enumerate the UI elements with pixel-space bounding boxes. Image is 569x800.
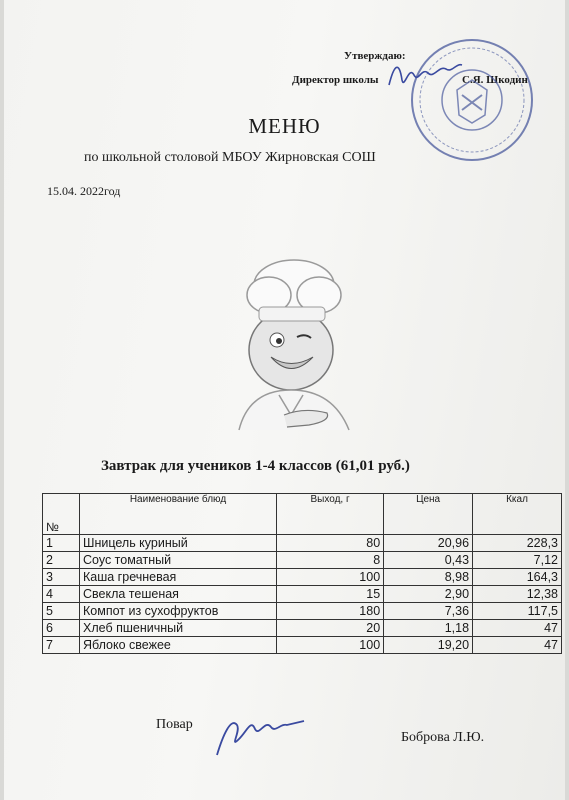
meal-title: Завтрак для учеников 1-4 классов (61,01 руб.) — [101, 458, 410, 474]
column-header-number: № — [43, 494, 80, 535]
table-row — [43, 569, 562, 586]
cell-portion: 20 — [277, 620, 384, 637]
cell-price: 20,96 — [384, 535, 473, 552]
approval-label: Утверждаю: — [344, 50, 406, 62]
table-row — [43, 637, 562, 654]
cell-kcal: 164,3 — [473, 569, 562, 586]
cell-portion: 8 — [277, 552, 384, 569]
column-header-portion: Выход, г — [277, 494, 384, 535]
table-row — [43, 535, 562, 552]
chef-illustration-icon — [209, 245, 369, 435]
cell-portion: 180 — [277, 603, 384, 620]
cell-portion: 15 — [277, 586, 384, 603]
cell-number: 4 — [43, 586, 80, 603]
cell-kcal: 228,3 — [473, 535, 562, 552]
director-label: Директор школы — [292, 74, 379, 86]
cell-price: 7,36 — [384, 603, 473, 620]
cell-dish: Компот из сухофруктов — [80, 603, 277, 620]
table-row — [43, 603, 562, 620]
cell-kcal: 12,38 — [473, 586, 562, 603]
cell-dish: Каша гречневая — [80, 569, 277, 586]
director-name: С.Я. Шкодин — [462, 74, 528, 86]
page-title: МЕНЮ — [248, 114, 321, 138]
menu-date: 15.04. 2022год — [47, 184, 121, 198]
cook-signature-icon — [209, 705, 309, 765]
cell-price: 19,20 — [384, 637, 473, 654]
cell-number: 3 — [43, 569, 80, 586]
menu-table — [42, 493, 562, 654]
cell-kcal: 7,12 — [473, 552, 562, 569]
table-row — [43, 586, 562, 603]
cell-kcal: 47 — [473, 637, 562, 654]
table-row — [43, 552, 562, 569]
cell-number: 2 — [43, 552, 80, 569]
cook-name: Боброва Л.Ю. — [401, 730, 485, 745]
cell-price: 8,98 — [384, 569, 473, 586]
page-subtitle: по школьной столовой МБОУ Жирновская СОШ — [84, 150, 376, 165]
cell-dish: Свекла тешеная — [80, 586, 277, 603]
cell-kcal: 47 — [473, 620, 562, 637]
column-header-price: Цена — [384, 494, 473, 535]
director-signature-icon — [384, 55, 464, 95]
cell-kcal: 117,5 — [473, 603, 562, 620]
cell-dish: Шницель куриный — [80, 535, 277, 552]
cook-label: Повар — [156, 717, 193, 732]
cell-portion: 100 — [277, 637, 384, 654]
cell-dish: Соус томатный — [80, 552, 277, 569]
menu-document — [4, 0, 565, 800]
cell-number: 7 — [43, 637, 80, 654]
cell-number: 1 — [43, 535, 80, 552]
cell-price: 0,43 — [384, 552, 473, 569]
table-row — [43, 620, 562, 637]
cell-portion: 100 — [277, 569, 384, 586]
cell-dish: Яблоко свежее — [80, 637, 277, 654]
column-header-kcal: Ккал — [473, 494, 562, 535]
column-header-dish: Наименование блюд — [80, 494, 277, 535]
cell-portion: 80 — [277, 535, 384, 552]
cell-number: 6 — [43, 620, 80, 637]
cell-price: 1,18 — [384, 620, 473, 637]
cell-dish: Хлеб пшеничный — [80, 620, 277, 637]
table-header-row — [43, 494, 562, 535]
cell-number: 5 — [43, 603, 80, 620]
cell-price: 2,90 — [384, 586, 473, 603]
